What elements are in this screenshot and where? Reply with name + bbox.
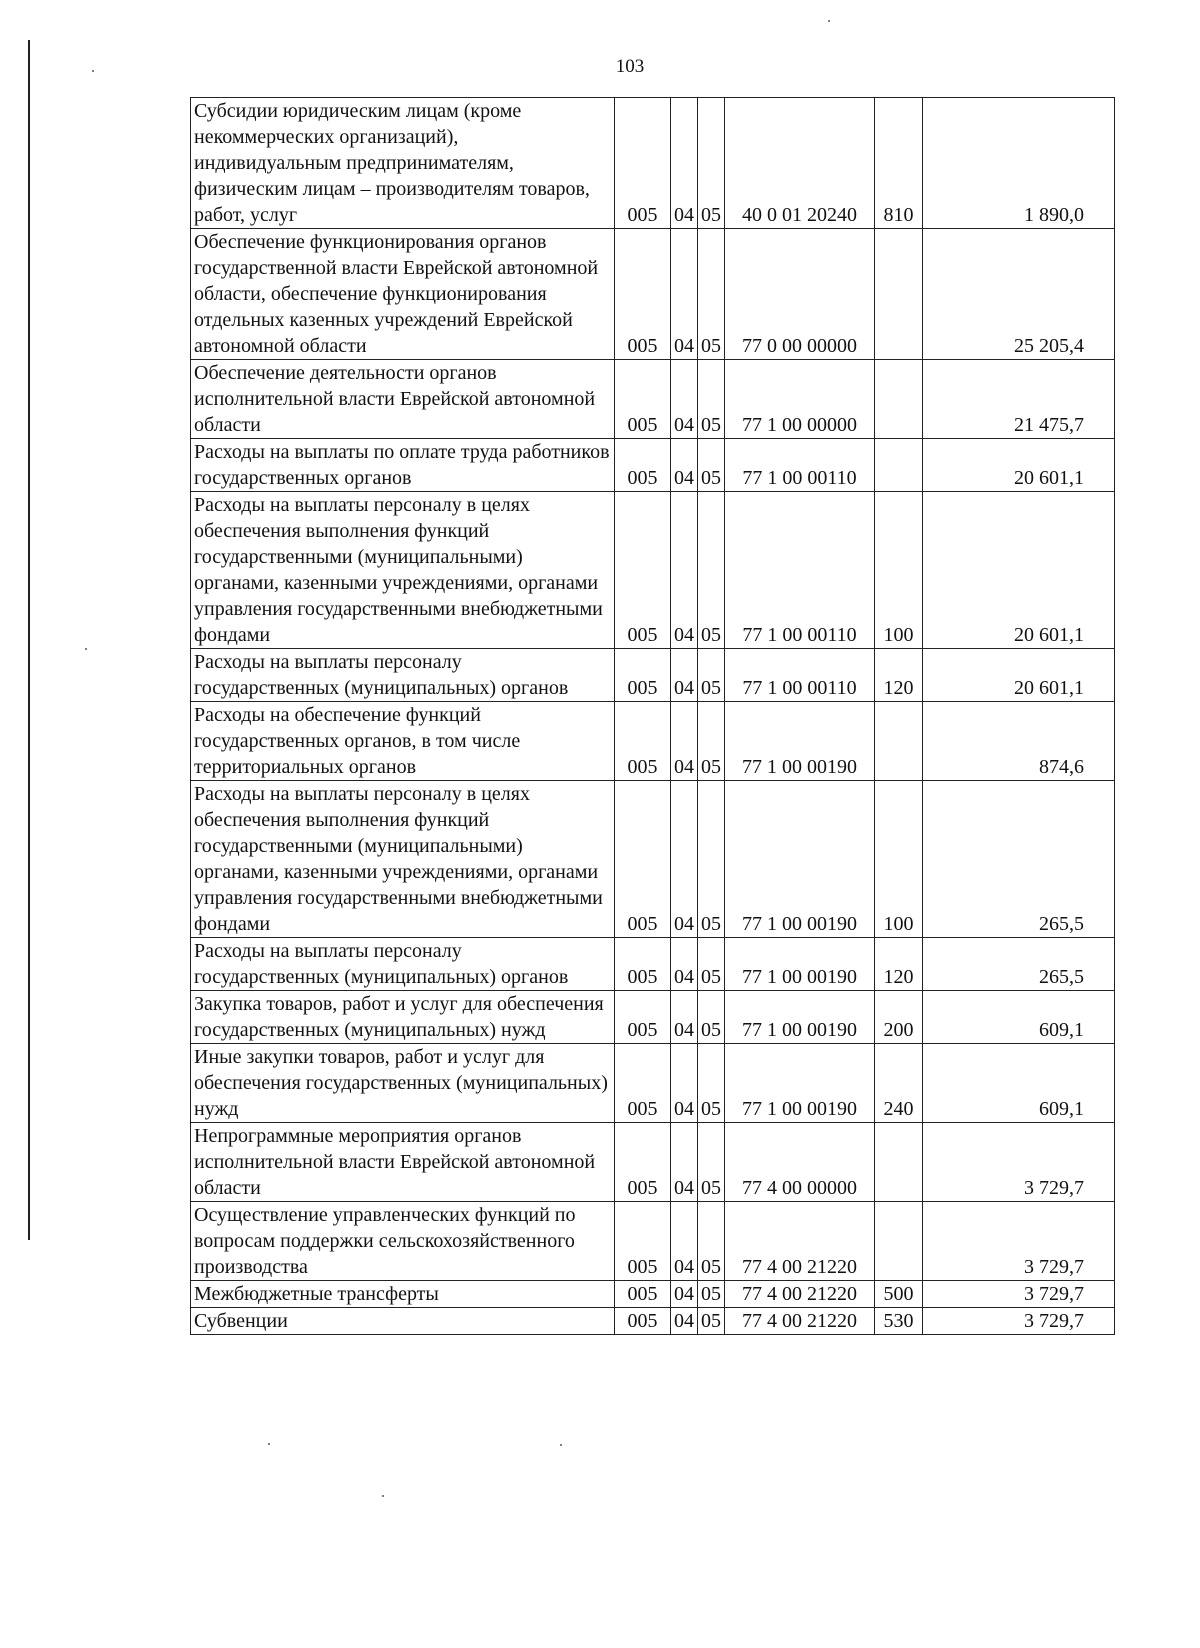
cell-target-article: 77 4 00 00000 xyxy=(725,1123,875,1202)
cell-amount: 874,6 xyxy=(923,702,1115,781)
row-name: Субвенции xyxy=(191,1308,615,1335)
table-row xyxy=(191,938,1115,991)
cell-target-article: 77 1 00 00110 xyxy=(725,439,875,492)
cell-section: 04 xyxy=(671,229,698,360)
row-name: Расходы на обеспечение функций государственных органов, в том числе территориальных органов xyxy=(191,702,615,781)
cell-ministry: 005 xyxy=(615,492,671,649)
cell-subsection: 05 xyxy=(698,781,725,938)
cell-amount: 3 729,7 xyxy=(923,1123,1115,1202)
cell-target-article: 77 1 00 00190 xyxy=(725,991,875,1044)
cell-subsection: 05 xyxy=(698,229,725,360)
table-row xyxy=(191,702,1115,781)
cell-expense-type: 120 xyxy=(875,938,923,991)
cell-amount: 265,5 xyxy=(923,938,1115,991)
page-number-text: 103 xyxy=(615,56,645,77)
cell-target-article: 77 4 00 21220 xyxy=(725,1202,875,1281)
cell-subsection: 05 xyxy=(698,1308,725,1335)
cell-expense-type xyxy=(875,702,923,781)
scan-speck xyxy=(382,1495,384,1497)
table-row xyxy=(191,781,1115,938)
row-name: Иные закупки товаров, работ и услуг для обеспечения государственных (муниципальных) нужд xyxy=(191,1044,615,1123)
cell-subsection: 05 xyxy=(698,938,725,991)
scan-speck xyxy=(560,1444,562,1446)
cell-target-article: 77 1 00 00190 xyxy=(725,1044,875,1123)
cell-subsection: 05 xyxy=(698,360,725,439)
table-row xyxy=(191,1281,1115,1308)
row-name: Расходы на выплаты персоналу государственных (муниципальных) органов xyxy=(191,649,615,702)
cell-ministry: 005 xyxy=(615,1044,671,1123)
cell-amount: 20 601,1 xyxy=(923,649,1115,702)
cell-section: 04 xyxy=(671,98,698,229)
cell-ministry: 005 xyxy=(615,1202,671,1281)
cell-expense-type: 240 xyxy=(875,1044,923,1123)
cell-subsection: 05 xyxy=(698,1281,725,1308)
cell-section: 04 xyxy=(671,649,698,702)
cell-target-article: 77 4 00 21220 xyxy=(725,1281,875,1308)
cell-ministry: 005 xyxy=(615,360,671,439)
cell-ministry: 005 xyxy=(615,649,671,702)
row-name: Межбюджетные трансферты xyxy=(191,1281,615,1308)
cell-amount: 609,1 xyxy=(923,1044,1115,1123)
cell-subsection: 05 xyxy=(698,1123,725,1202)
cell-subsection: 05 xyxy=(698,492,725,649)
cell-amount: 1 890,0 xyxy=(923,98,1115,229)
cell-expense-type: 200 xyxy=(875,991,923,1044)
cell-expense-type xyxy=(875,229,923,360)
cell-section: 04 xyxy=(671,938,698,991)
scan-speck xyxy=(92,70,94,72)
cell-target-article: 77 1 00 00190 xyxy=(725,702,875,781)
page-number xyxy=(0,56,1200,78)
table-body xyxy=(191,98,1115,1335)
cell-target-article: 77 0 00 00000 xyxy=(725,229,875,360)
table-row xyxy=(191,1123,1115,1202)
cell-ministry: 005 xyxy=(615,781,671,938)
cell-amount: 21 475,7 xyxy=(923,360,1115,439)
table-row xyxy=(191,492,1115,649)
cell-target-article: 77 1 00 00190 xyxy=(725,938,875,991)
cell-section: 04 xyxy=(671,991,698,1044)
cell-ministry: 005 xyxy=(615,229,671,360)
cell-amount: 609,1 xyxy=(923,991,1115,1044)
cell-ministry: 005 xyxy=(615,439,671,492)
cell-amount: 3 729,7 xyxy=(923,1281,1115,1308)
cell-amount: 265,5 xyxy=(923,781,1115,938)
scan-speck xyxy=(85,648,87,650)
cell-expense-type: 810 xyxy=(875,98,923,229)
cell-amount: 20 601,1 xyxy=(923,439,1115,492)
cell-subsection: 05 xyxy=(698,649,725,702)
cell-subsection: 05 xyxy=(698,98,725,229)
cell-expense-type xyxy=(875,360,923,439)
cell-section: 04 xyxy=(671,492,698,649)
cell-section: 04 xyxy=(671,781,698,938)
cell-expense-type xyxy=(875,439,923,492)
row-name: Закупка товаров, работ и услуг для обеспечения государственных (муниципальных) нужд xyxy=(191,991,615,1044)
cell-section: 04 xyxy=(671,1281,698,1308)
row-name: Обеспечение деятельности органов исполнительной власти Еврейской автономной области xyxy=(191,360,615,439)
cell-amount: 3 729,7 xyxy=(923,1308,1115,1335)
scan-margin-line xyxy=(28,40,30,1240)
cell-expense-type: 100 xyxy=(875,492,923,649)
table-row xyxy=(191,1044,1115,1123)
cell-expense-type xyxy=(875,1202,923,1281)
scan-speck xyxy=(268,1443,270,1445)
cell-ministry: 005 xyxy=(615,98,671,229)
cell-target-article: 77 4 00 21220 xyxy=(725,1308,875,1335)
cell-subsection: 05 xyxy=(698,439,725,492)
table-row xyxy=(191,1308,1115,1335)
row-name: Субсидии юридическим лицам (кроме некоммерческих организаций), индивидуальным предпринимателям, физическим лицам – производителям товаров, работ, услуг xyxy=(191,98,615,229)
cell-section: 04 xyxy=(671,439,698,492)
cell-subsection: 05 xyxy=(698,702,725,781)
cell-target-article: 77 1 00 00190 xyxy=(725,781,875,938)
row-name: Обеспечение функционирования органов государственной власти Еврейской автономной области, обеспечение функционирования отдельных казенных учреждений Еврейской автономной области xyxy=(191,229,615,360)
cell-amount: 3 729,7 xyxy=(923,1202,1115,1281)
row-name: Осуществление управленческих функций по вопросам поддержки сельскохозяйственного производства xyxy=(191,1202,615,1281)
cell-section: 04 xyxy=(671,702,698,781)
cell-amount: 20 601,1 xyxy=(923,492,1115,649)
cell-section: 04 xyxy=(671,1044,698,1123)
table-row xyxy=(191,1202,1115,1281)
cell-section: 04 xyxy=(671,1202,698,1281)
table-row xyxy=(191,360,1115,439)
cell-expense-type xyxy=(875,1123,923,1202)
table-row xyxy=(191,991,1115,1044)
cell-amount: 25 205,4 xyxy=(923,229,1115,360)
budget-table xyxy=(190,97,1115,1335)
cell-ministry: 005 xyxy=(615,991,671,1044)
row-name: Расходы на выплаты по оплате труда работников государственных органов xyxy=(191,439,615,492)
cell-subsection: 05 xyxy=(698,1044,725,1123)
row-name: Непрограммные мероприятия органов исполнительной власти Еврейской автономной области xyxy=(191,1123,615,1202)
cell-target-article: 77 1 00 00110 xyxy=(725,492,875,649)
row-name: Расходы на выплаты персоналу в целях обеспечения выполнения функций государственными (муниципальными) органами, казенными учреждениями, органами управления государственными внебюджетными фондами xyxy=(191,781,615,938)
cell-ministry: 005 xyxy=(615,702,671,781)
row-name: Расходы на выплаты персоналу государственных (муниципальных) органов xyxy=(191,938,615,991)
cell-target-article: 77 1 00 00110 xyxy=(725,649,875,702)
cell-section: 04 xyxy=(671,1308,698,1335)
table-row xyxy=(191,649,1115,702)
cell-ministry: 005 xyxy=(615,1308,671,1335)
table-row xyxy=(191,229,1115,360)
cell-expense-type: 120 xyxy=(875,649,923,702)
cell-target-article: 40 0 01 20240 xyxy=(725,98,875,229)
table-row xyxy=(191,439,1115,492)
cell-expense-type: 500 xyxy=(875,1281,923,1308)
scan-speck xyxy=(828,20,830,22)
cell-subsection: 05 xyxy=(698,991,725,1044)
cell-ministry: 005 xyxy=(615,1281,671,1308)
row-name: Расходы на выплаты персоналу в целях обеспечения выполнения функций государственными (муниципальными) органами, казенными учреждениями, органами управления государственными внебюджетными фондами xyxy=(191,492,615,649)
cell-expense-type: 100 xyxy=(875,781,923,938)
cell-section: 04 xyxy=(671,360,698,439)
cell-ministry: 005 xyxy=(615,938,671,991)
cell-ministry: 005 xyxy=(615,1123,671,1202)
table-row xyxy=(191,98,1115,229)
cell-expense-type: 530 xyxy=(875,1308,923,1335)
cell-section: 04 xyxy=(671,1123,698,1202)
cell-subsection: 05 xyxy=(698,1202,725,1281)
cell-target-article: 77 1 00 00000 xyxy=(725,360,875,439)
